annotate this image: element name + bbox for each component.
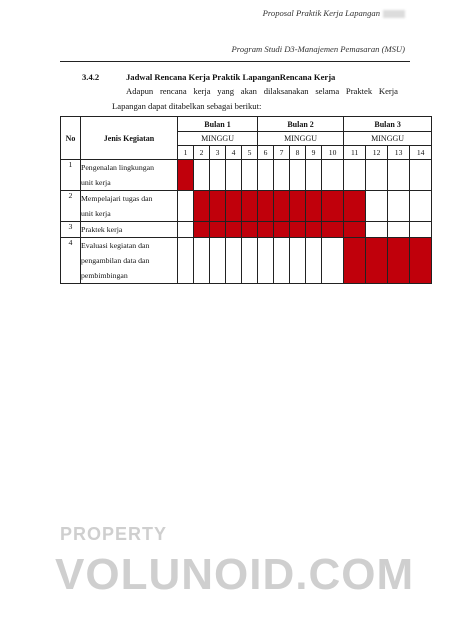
schedule-cell-empty [178,191,194,222]
schedule-cell-filled [194,222,210,238]
schedule-cell-filled [258,222,274,238]
activity-name [81,222,178,238]
week-number: 4 [226,146,242,160]
schedule-cell-empty [210,238,226,284]
activity-name-line: Praktek kerja [81,225,123,234]
schedule-cell-filled [242,222,258,238]
section-title: Jadwal Rencana Kerja Praktik LapanganRencana Kerja [126,72,336,82]
schedule-cell-empty [258,160,274,191]
schedule-cell-empty [274,160,290,191]
schedule-cell-empty [322,160,344,191]
activity-name-line: pembimbingan [81,271,128,280]
schedule-cell-empty [306,238,322,284]
row-number: 2 [61,191,81,222]
schedule-cell-filled [226,222,242,238]
schedule-cell-filled [258,191,274,222]
schedule-cell-filled [226,191,242,222]
schedule-cell-filled [178,160,194,191]
paragraph-line-2: Lapangan dapat ditabelkan sebagai berikut: [112,101,262,111]
schedule-cell-filled [322,191,344,222]
month-header-1: Bulan 1 [178,117,258,132]
row-number: 3 [61,222,81,238]
schedule-cell-filled [242,191,258,222]
schedule-cell-empty [194,238,210,284]
schedule-cell-empty [258,238,274,284]
week-number: 8 [290,146,306,160]
activity-name [81,191,178,222]
schedule-cell-filled [410,238,432,284]
activity-name-line: unit kerja [81,209,111,218]
schedule-cell-filled [194,191,210,222]
column-header-activity: Jenis Kegiatan [81,117,178,160]
schedule-cell-empty [226,160,242,191]
schedule-cell-empty [178,222,194,238]
schedule-cell-empty [388,222,410,238]
schedule-cell-empty [242,238,258,284]
schedule-cell-filled [306,222,322,238]
activity-name-line: pengambilan data dan [81,256,150,265]
week-number: 11 [344,146,366,160]
schedule-cell-empty [274,238,290,284]
schedule-cell-filled [306,191,322,222]
schedule-cell-empty [194,160,210,191]
activity-name [81,160,178,191]
schedule-cell-filled [344,191,366,222]
watermark-property: PROPERTY [60,524,168,544]
schedule-cell-filled [366,238,388,284]
month-header-2: Bulan 2 [258,117,344,132]
column-header-no: No [61,117,81,160]
schedule-cell-empty [226,238,242,284]
running-header-program: Program Studi D3-Manajemen Pemasaran (MSU) [231,44,405,54]
schedule-cell-empty [388,191,410,222]
week-number: 9 [306,146,322,160]
week-number: 7 [274,146,290,160]
week-number: 6 [258,146,274,160]
schedule-cell-empty [366,160,388,191]
schedule-cell-filled [210,191,226,222]
schedule-cell-empty [410,222,432,238]
schedule-table [60,116,432,284]
schedule-cell-filled [322,222,344,238]
activity-row [61,160,432,191]
row-number: 1 [61,160,81,191]
activity-name [81,238,178,284]
schedule-cell-empty [344,160,366,191]
section-heading [82,72,335,82]
week-number: 3 [210,146,226,160]
schedule-cell-filled [210,222,226,238]
month-header-3: Bulan 3 [344,117,432,132]
activity-name-line: unit kerja [81,178,111,187]
week-number: 2 [194,146,210,160]
schedule-cell-empty [366,222,388,238]
header-rule [60,61,410,62]
paragraph-line-1: Adapun rencana kerja yang akan dilaksanakan selama Praktek Kerja [126,86,398,96]
schedule-cell-filled [290,222,306,238]
activity-name-line: Mempelajari tugas dan [81,194,153,203]
schedule-cell-empty [178,238,194,284]
row-number: 4 [61,238,81,284]
schedule-cell-filled [344,222,366,238]
schedule-cell-empty [290,160,306,191]
week-number: 14 [410,146,432,160]
schedule-cell-empty [410,160,432,191]
watermark-site: VOLUNOID.COM [55,550,415,599]
activity-row [61,238,432,284]
schedule-cell-filled [388,238,410,284]
week-number: 10 [322,146,344,160]
schedule-cell-empty [410,191,432,222]
schedule-cell-empty [290,238,306,284]
redacted-blur [383,10,405,18]
schedule-cell-empty [366,191,388,222]
schedule-cell-filled [274,222,290,238]
schedule-cell-filled [344,238,366,284]
week-number: 1 [178,146,194,160]
section-number: 3.4.2 [82,72,100,82]
schedule-cell-filled [274,191,290,222]
schedule-cell-empty [322,238,344,284]
week-group-label: MINGGU [178,132,258,146]
schedule-cell-filled [290,191,306,222]
schedule-cell-empty [242,160,258,191]
week-number: 5 [242,146,258,160]
activity-name-line: Evaluasi kegiatan dan [81,241,150,250]
week-number: 13 [388,146,410,160]
week-group-label: MINGGU [344,132,432,146]
activity-name-line: Pengenalan lingkungan [81,163,154,172]
running-header-title: Proposal Praktik Kerja Lapangan [263,8,405,18]
schedule-cell-empty [306,160,322,191]
schedule-cell-empty [388,160,410,191]
schedule-cell-empty [210,160,226,191]
activity-row [61,222,432,238]
week-number: 12 [366,146,388,160]
activity-row [61,191,432,222]
week-group-label: MINGGU [258,132,344,146]
